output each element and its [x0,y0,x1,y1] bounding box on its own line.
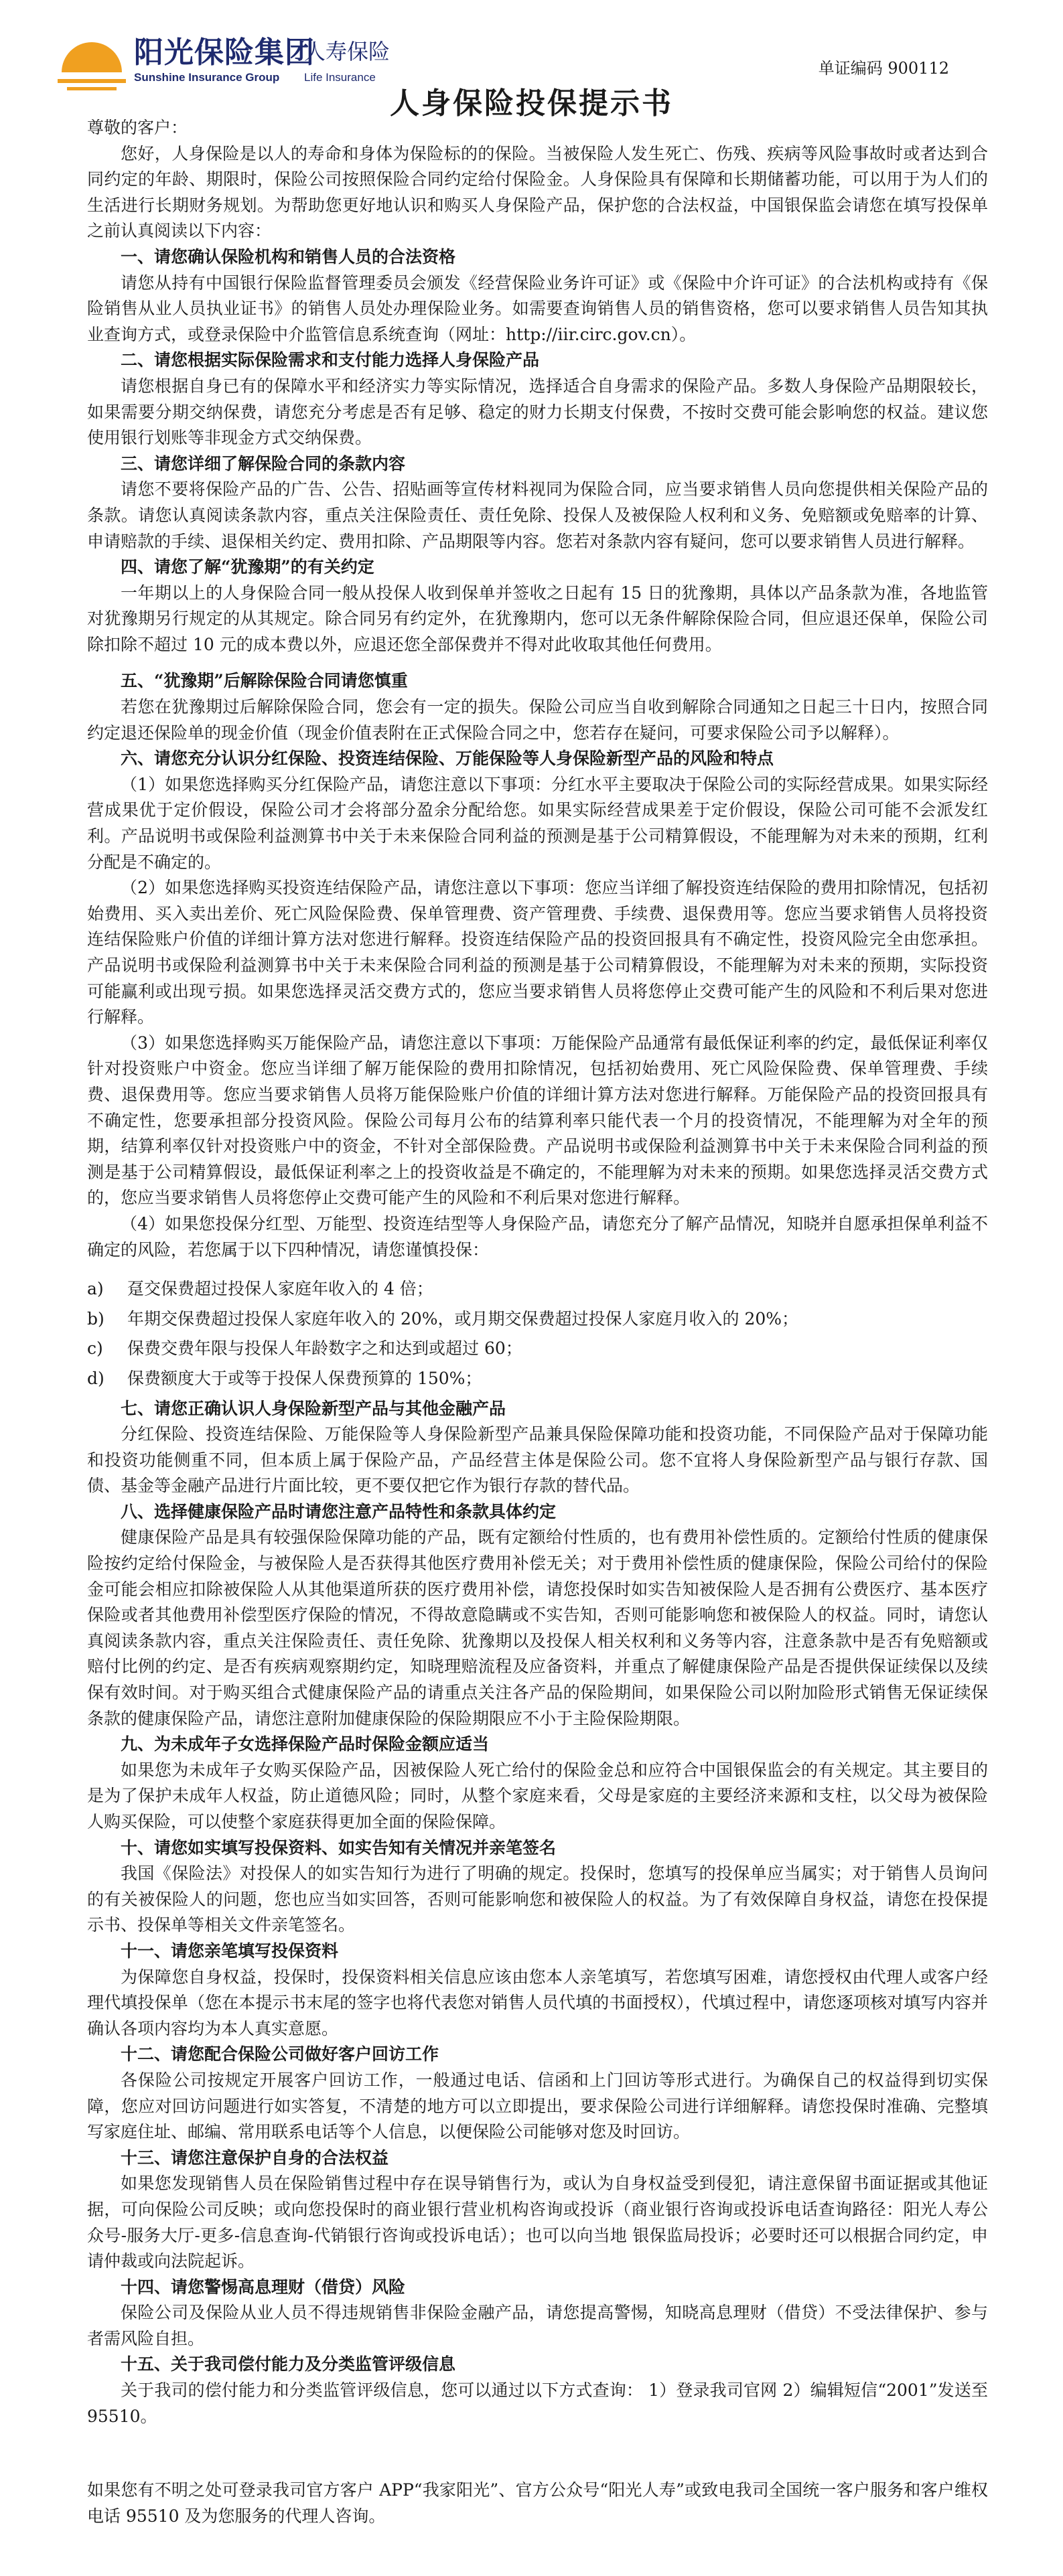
section-paragraph: 请您从持有中国银行保险监督管理委员会颁发《经营保险业务许可证》或《保险中介许可证》的合法机构或持有《保险销售从业人员执业证书》的销售人员处办理保险业务。如需要查询销售人员的销售资格，您可以要求销售人员告知其执业查询方式，或登录保险中介监管信息系统查询（网址：http://iir.circ.gov.cn）。 [87,273,988,344]
section-paragraph: 若您在犹豫期过后解除保险合同，您会有一定的损失。保险公司应当自收到解除合同通知之日起三十日内，按照合同约定退还保险单的现金价值（现金价值表附在正式保险合同之中，您若存在疑问，可要求保险公司予以解释）。 [87,697,988,743]
section-paragraph: 如果您为未成年子女购买保险产品，因被保险人死亡给付的保险金总和应符合中国银保监会的有关规定。其主要目的是为了保护未成年人权益，防止道德风险；同时，从整个家庭来看，父母是家庭的主要经济来源和支柱，以父母为被保险人购买保险，可以使整个家庭获得更加全面的保险保障。 [87,1760,988,1831]
section-paragraph: 保险公司及保险从业人员不得违规销售非保险金融产品，请您提高警惕，知晓高息理财（借贷）不受法律保护、参与者需风险自担。 [87,2303,988,2348]
sections-container [87,244,988,2429]
document-body [87,115,988,2529]
form-code: 单证编码 900112 [818,59,949,78]
list-marker: a) [87,1279,104,1299]
section-paragraph: 请您根据自身已有的保障水平和经济实力等实际情况，选择适合自身需求的保险产品。多数人身保险产品期限较长，如果需要分期交纳保费，请您充分考虑是否有足够、稳定的财力长期支付保费，不按时交费可能会影响您的权益。建议您使用银行划账等非现金方式交纳保费。 [87,376,988,448]
section-paragraph: 各保险公司按规定开展客户回访工作，一般通过电话、信函和上门回访等形式进行。为确保自己的权益得到切实保障，您应对回访问题进行如实答复，不清楚的地方可以立即提出，要求保险公司进行详细解释。请您投保时准确、完整填写家庭住址、邮编、常用联系电话等个人信息，以便保险公司能够对您及时回访。 [87,2070,988,2142]
section-heading: 一、请您确认保险机构和销售人员的合法资格 [121,246,456,267]
section-paragraph: 我国《保险法》对投保人的如实告知行为进行了明确的规定。投保时，您填写的投保单应当属实；对于销售人员询问的有关被保险人的问题，您也应当如实回答，否则可能影响您和被保险人的权益。为了有效保障自身权益，请您在投保提示书、投保单等相关文件亲笔签名。 [87,1864,988,1935]
list-marker: b) [87,1308,104,1329]
brand-division-cn: 人寿保险 [304,39,391,64]
list-text: 年期交保费超过投保人家庭年收入的 20%，或月期交保费超过投保人家庭月收入的 20%； [127,1308,799,1329]
intro-paragraph: 您好，人身保险是以人的寿命和身体为保险标的的保险。当被保险人发生死亡、伤残、疾病等风险事故时或者达到合同约定的年龄、期限时，保险公司按照保险合同约定给付保险金。人身保险具有保障和长期储蓄功能，可以用于为人们的生活进行长期财务规划。为帮助您更好地认识和购买人身保险产品，保护您的合法权益，中国银保监会请您在填写投保单之前认真阅读以下内容： [87,143,988,241]
section-paragraph: （4）如果您投保分红型、万能型、投资连结型等人身保险产品，请您充分了解产品情况，知晓并自愿承担保单利益不确定的风险，若您属于以下四种情况，请您谨慎投保： [87,1213,988,1260]
section-paragraph: 关于我司的偿付能力和分类监管评级信息，您可以通过以下方式查询： 1）登录我司官网 2）编辑短信“2001”发送至 95510。 [87,2380,988,2426]
section-paragraph: 如果您发现销售人员在保险销售过程中存在误导销售行为，或认为自身权益受到侵犯，请注意保留书面证据或其他证据，可向保险公司反映；或向您投保时的商业银行营业机构咨询或投诉（商业银行咨询或投诉电话查询路径：阳光人寿公众号-服务大厅-更多-信息查询-代销银行咨询或投诉电话）；也可以向当地 银保监局投诉；必要时还可以根据合同约定，申请仲裁或向法院起诉。 [87,2174,988,2271]
section-paragraph: 健康保险产品是具有较强保险保障功能的产品，既有定额给付性质的，也有费用补偿性质的。定额给付性质的健康保险按约定给付保险金，与被保险人是否获得其他医疗费用补偿无关；对于费用补偿性质的健康保险，保险公司给付的保险金可能会相应扣除被保险人从其他渠道所获的医疗费用补偿，请您投保时如实告知被保险人是否拥有公费医疗、基本医疗保险或者其他费用补偿型医疗保险的情况，不得故意隐瞒或不实告知，否则可能影响您和被保险人的权益。同时，请您认真阅读条款内容，重点关注保险责任、责任免除、犹豫期以及投保人相关权利和义务等内容，注意条款中是否有免赔额或赔付比例的约定、是否有疾病观察期约定，知晓理赔流程及应备资料，并重点了解健康保险产品是否提供保证续保以及续保有效时间。对于购买组合式健康保险产品的请重点关注各产品的保险期间，如果保险公司以附加险形式销售无保证续保条款的健康保险产品，请您注意附加健康保险的保险期限应不小于主险保险期限。 [87,1527,988,1728]
section-paragraph: （1）如果您选择购买分红保险产品，请您注意以下事项：分红水平主要取决于保险公司的实际经营成果。如果实际经营成果优于定价假设，保险公司才会将部分盈余分配给您。如果实际经营成果差于定价假设，保险公司可能不会派发红利。产品说明书或保险利益测算书中关于未来保险合同利益的预测是基于公司精算假设，不能理解为对未来的预期，红利分配是不确定的。 [87,774,988,872]
section-heading: 三、请您详细了解保险合同的条款内容 [121,453,406,473]
list-item [87,1276,988,1302]
section-paragraph: 分红保险、投资连结保险、万能保险等人身保险新型产品兼具保险保障功能和投资功能，不同保险产品对于保障功能和投资功能侧重不同，但本质上属于保险产品，产品经营主体是保险公司。您不宜将人身保险新型产品与银行存款、国债、基金等金融产品进行片面比较，更不要仅把它作为银行存款的替代品。 [87,1424,988,1496]
list-item [87,1366,988,1392]
greeting: 尊敬的客户： [87,118,188,137]
section-heading: 十、请您如实填写投保资料、如实告知有关情况并亲笔签名 [121,1837,557,1858]
section-paragraph: （2）如果您选择购买投资连结保险产品，请您注意以下事项：您应当详细了解投资连结保险的费用扣除情况，包括初始费用、买入卖出差价、死亡风险保险费、保单管理费、资产管理费、手续费、退保费用等。您应当要求销售人员将投资连结保险账户价值的详细计算方法对您进行解释。投资连结保险产品的投资回报具有不确定性，投资风险完全由您承担。产品说明书或保险利益测算书中关于未来保险合同利益的预测是基于公司精算假设，不能理解为对未来的预期，实际投资可能赢利或出现亏损。如果您选择灵活交费方式的，您应当要求销售人员将您停止交费可能产生的风险和不利后果对您进行解释。 [87,878,988,1027]
list-item [87,1306,988,1333]
document-title: 人身保险投保提示书 [390,86,673,121]
section-heading: 八、选择健康保险产品时请您注意产品特性和条款具体约定 [121,1501,557,1521]
section-heading: 十二、请您配合保险公司做好客户回访工作 [121,2044,439,2064]
list-marker: d) [87,1368,104,1388]
section-heading: 四、请您了解“犹豫期”的有关约定 [121,557,374,577]
list-text: 保费额度大于或等于投保人保费预算的 150%； [127,1368,482,1388]
closing-paragraph: 如果您有不明之处可登录我司官方客户 APP“我家阳光”、官方公众号“阳光人寿”或致电我司全国统一客户服务和客户维权电话 95510 及为您服务的代理人咨询。 [87,2480,988,2526]
list-item [87,1336,988,1362]
section-paragraph: （3）如果您选择购买万能保险产品，请您注意以下事项：万能保险产品通常有最低保证利率的约定，最低保证利率仅针对投资账户中资金。您应当详细了解万能保险的费用扣除情况，包括初始费用、死亡风险保险费、保单管理费、手续费、退保费用等。您应当要求销售人员将万能保险账户价值的详细计算方法对您进行解释。万能保险产品的投资回报具有不确定性，您要承担部分投资风险。保险公司每月公布的结算利率只能代表一个月的投资情况，不能理解为对全年的预期，结算利率仅针对投资账户中的资金，不针对全部保险费。产品说明书或保险利益测算书中关于未来保险合同利益的预测是基于公司精算假设，最低保证利率之上的投资收益是不确定的，不能理解为对未来的预期。如果您选择灵活交费方式的，您应当要求销售人员将您停止交费可能产生的风险和不利后果对您进行解释。 [87,1033,988,1208]
section-heading: 十一、请您亲笔填写投保资料 [121,1941,339,1961]
brand-name-en: Sunshine Insurance Group [134,71,280,84]
brand-name-cn: 阳光保险集团 [134,35,315,70]
list-marker: c) [87,1339,103,1359]
section-heading: 五、“犹豫期”后解除保险合同请您慎重 [121,671,408,691]
section-paragraph: 为保障您自身权益，投保时，投保资料相关信息应该由您本人亲笔填写，若您填写困难，请您授权由代理人或客户经理代填投保单（您在本提示书末尾的签字也将代表您对销售人员代填的书面授权），代填过程中，请您逐项核对填写内容并确认各项内容均为本人真实意愿。 [87,1967,988,2038]
section-heading: 十四、请您警惕高息理财（借贷）风险 [121,2277,406,2297]
list-text: 保费交费年限与投保人年龄数字之和达到或超过 60； [127,1339,522,1359]
section-heading: 二、请您根据实际保险需求和支付能力选择人身保险产品 [121,350,540,370]
section-paragraph: 一年期以上的人身保险合同一般从投保人收到保单并签收之日起有 15 日的犹豫期，具体以产品条款为准，各地监管对犹豫期另行规定的从其规定。除合同另有约定外，在犹豫期内，您可以无条件解除保险合同，但应退还保单，保险公司除扣除不超过 10 元的成本费以外，应退还您全部保费并不得对此收取其他任何费用。 [87,583,988,654]
section-heading: 七、请您正确认识人身保险新型产品与其他金融产品 [121,1398,506,1418]
list-text: 趸交保费超过投保人家庭年收入的 4 倍； [127,1279,433,1299]
brand-division-en: Life Insurance [304,71,376,84]
section-heading: 九、为未成年子女选择保险产品时保险金额应适当 [121,1734,490,1754]
section-heading: 十五、关于我司偿付能力及分类监管评级信息 [121,2354,456,2374]
section-heading: 六、请您充分认识分红保险、投资连结保险、万能保险等人身保险新型产品的风险和特点 [121,749,774,769]
section-paragraph: 请您不要将保险产品的广告、公告、招贴画等宣传材料视同为保险合同，应当要求销售人员向您提供相关保险产品的条款。请您认真阅读条款内容，重点关注保险责任、责任免除、投保人及被保险人权利和义务、免赔额或免赔率的计算、申请赔款的手续、退保相关约定、费用扣除、产品期限等内容。您若对条款内容有疑问，您可以要求销售人员进行解释。 [87,479,988,551]
section-heading: 十三、请您注意保护自身的合法权益 [121,2147,389,2168]
